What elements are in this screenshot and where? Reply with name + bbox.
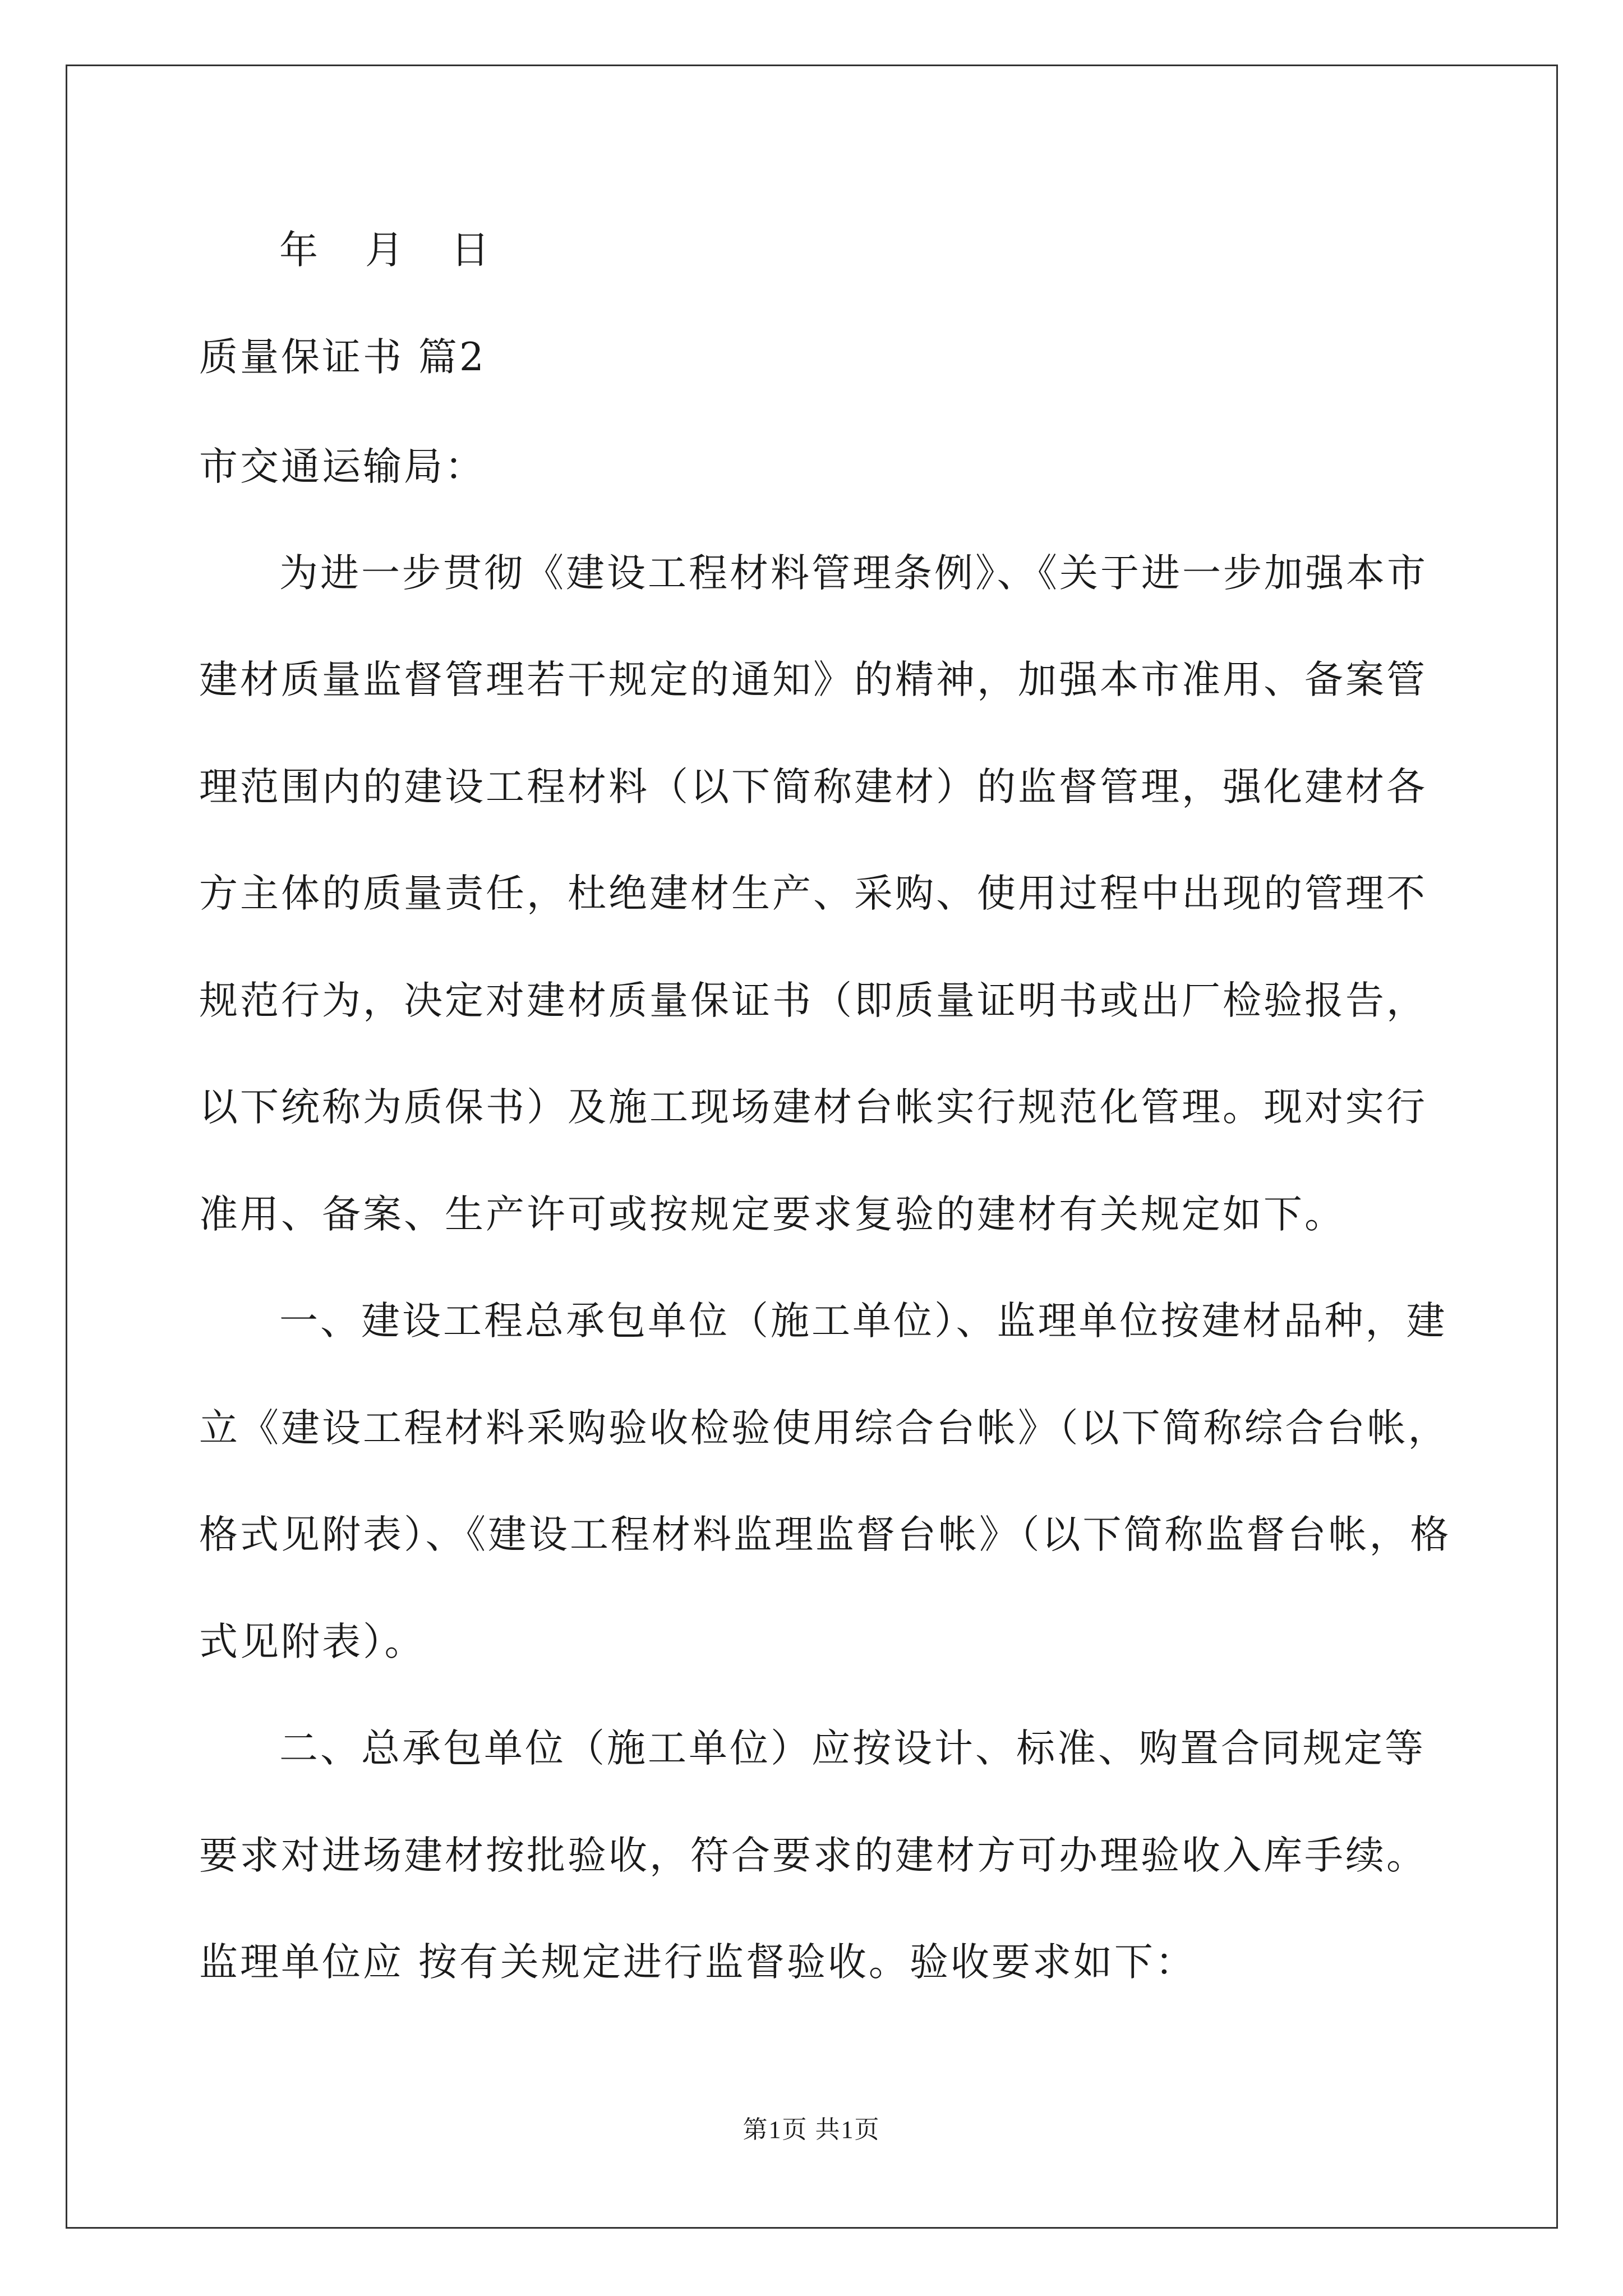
- paragraph-line: 为进一步贯彻《建设工程材料管理条例》、《关于进一步加强本市: [279, 551, 1428, 596]
- page-footer: 第1页 共1页: [743, 2116, 880, 2143]
- paragraph-line: 立《建设工程材料采购验收检验使用综合台帐》（以下简称综合台帐，: [199, 1406, 1449, 1451]
- document-heading: 质量保证书 篇2: [199, 335, 486, 380]
- paragraph-line: 二、总承包单位（施工单位）应按设计、标准、购置合同规定等: [279, 1726, 1426, 1771]
- date-line: 年 月 日: [279, 228, 502, 273]
- paragraph-line: 理范围内的建设工程材料（以下简称建材）的监督管理，强化建材各: [199, 765, 1427, 809]
- paragraph-line: 规范行为，决定对建材质量保证书（即质量证明书或出厂检验报告，: [199, 978, 1427, 1023]
- page-border: [66, 65, 1558, 2229]
- paragraph-line: 建材质量监督管理若干规定的通知》的精神，加强本市准用、备案管: [199, 657, 1427, 702]
- paragraph-line: 格式见附表）、《建设工程材料监理监督台帐》（以下简称监督台帐，格: [199, 1512, 1451, 1557]
- paragraph-line: 要求对进场建材按批验收，符合要求的建材方可办理验收入库手续。: [199, 1833, 1427, 1878]
- paragraph-line: 方主体的质量责任，杜绝建材生产、采购、使用过程中出现的管理不: [199, 871, 1427, 916]
- paragraph-line: 式见附表）。: [199, 1619, 426, 1664]
- paragraph-line: 一、建设工程总承包单位（施工单位）、监理单位按建材品种，建: [279, 1299, 1447, 1343]
- addressee: 市交通运输局：: [199, 444, 486, 489]
- paragraph-line: 准用、备案、生产许可或按规定要求复验的建材有关规定如下。: [199, 1192, 1345, 1237]
- paragraph-line: 以下统称为质保书）及施工现场建材台帐实行规范化管理。现对实行: [199, 1085, 1427, 1130]
- paragraph-line: 监理单位应 按有关规定进行监督验收。验收要求如下：: [199, 1940, 1196, 1985]
